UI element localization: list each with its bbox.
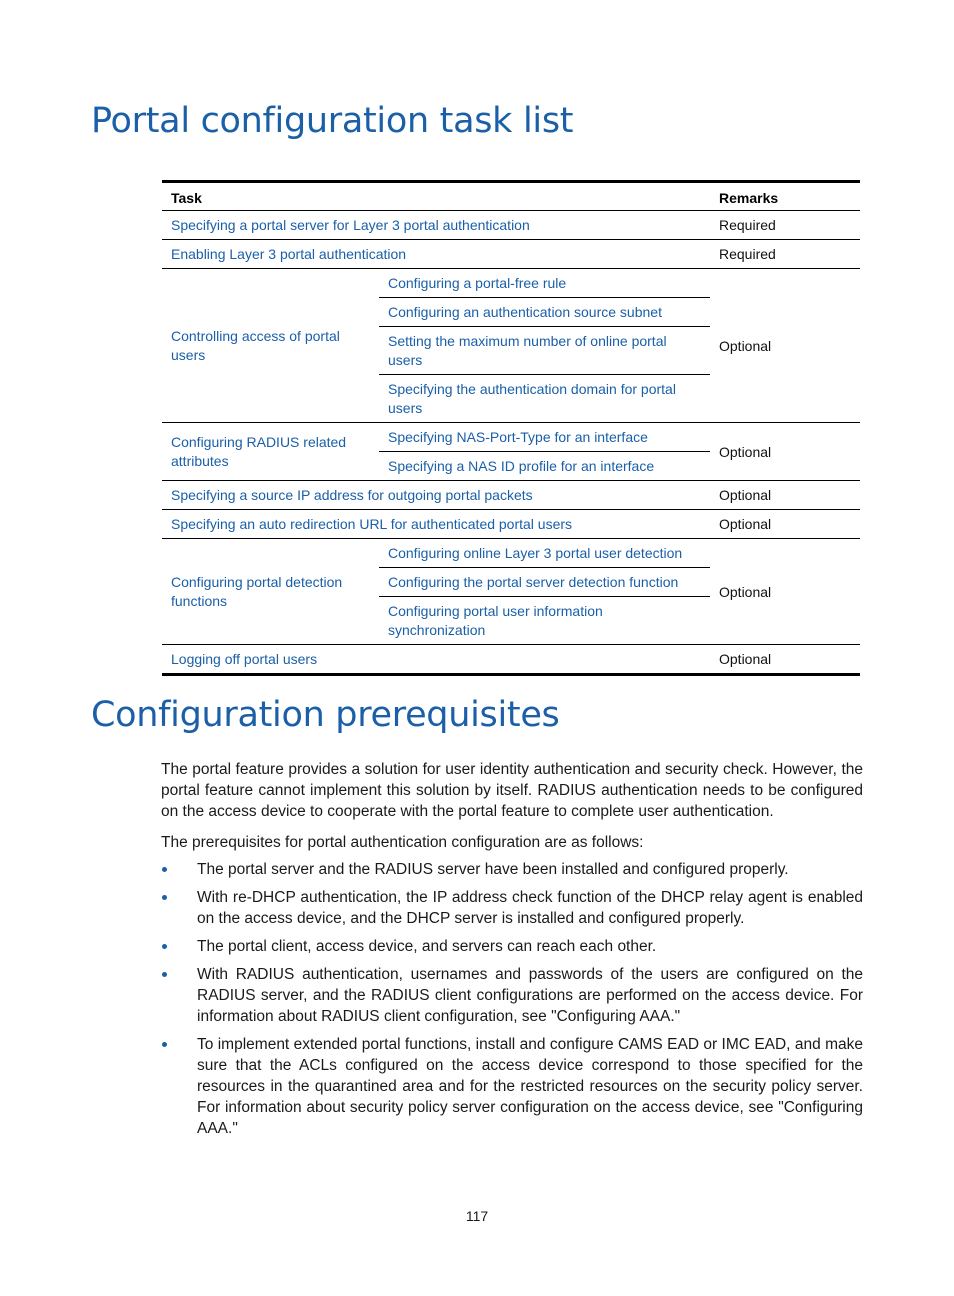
list-item-text: The portal client, access device, and servers can reach each other.: [197, 938, 657, 955]
prereq-lead-paragraph: The prerequisites for portal authentication configuration are as follows:: [161, 834, 644, 851]
table-row: [162, 211, 860, 240]
task-link[interactable]: Specifying a portal server for Layer 3 portal authentication: [162, 211, 710, 240]
task-link[interactable]: Specifying an auto redirection URL for authenticated portal users: [162, 510, 710, 539]
bullet-icon: [162, 944, 167, 949]
remarks-cell: Optional: [710, 481, 860, 510]
remarks-cell: Optional: [710, 510, 860, 539]
task-link[interactable]: Specifying a source IP address for outgoing portal packets: [162, 481, 710, 510]
intro-paragraph: The portal feature provides a solution for user identity authentication and security check. However, the portal feature cannot implement this solution by itself. RADIUS authentication needs to be configured on the access device to cooperate with the portal feature to complete user authentication.: [161, 761, 863, 820]
section-title-task-list: Portal configuration task list: [91, 101, 574, 141]
list-item: [161, 1034, 863, 1139]
table-row: [162, 510, 860, 539]
list-item: [161, 936, 863, 957]
task-table: [162, 180, 860, 676]
task-group-link[interactable]: Configuring portal detection functions: [162, 539, 379, 645]
bullet-icon: [162, 1042, 167, 1047]
header-remarks: Remarks: [710, 182, 860, 211]
table-row: [162, 240, 860, 269]
task-link[interactable]: Enabling Layer 3 portal authentication: [162, 240, 710, 269]
task-group-link[interactable]: Controlling access of portal users: [162, 269, 379, 423]
bullet-icon: [162, 895, 167, 900]
list-item-text: To implement extended portal functions, install and configure CAMS EAD or IMC EAD, and make sure that the ACLs configured on the access device correspond to those specified for the resources in the quarantined area and for the restricted resources on the security policy server. For information about security policy server configuration on the access device, see "Configuring AAA.": [197, 1036, 863, 1137]
table-row: [162, 481, 860, 510]
header-task: Task: [162, 182, 710, 211]
table-row: [162, 539, 860, 568]
list-item: [161, 964, 863, 1027]
list-item-text: With re-DHCP authentication, the IP address check function of the DHCP relay agent is enabled on the access device, and the DHCP server is installed and configured properly.: [197, 889, 863, 927]
bullet-icon: [162, 972, 167, 977]
section-title-prerequisites: Configuration prerequisites: [91, 695, 560, 735]
remarks-cell: Optional: [710, 645, 860, 675]
list-item: [161, 887, 863, 929]
subtask-link[interactable]: Configuring the portal server detection function: [379, 568, 710, 597]
list-item: [161, 859, 863, 880]
task-group-link[interactable]: Configuring RADIUS related attributes: [162, 423, 379, 481]
table-row: [162, 269, 860, 298]
subtask-link[interactable]: Specifying the authentication domain for portal users: [379, 375, 710, 423]
subtask-link[interactable]: Setting the maximum number of online portal users: [379, 327, 710, 375]
table-header-row: [162, 182, 860, 211]
list-item-text: With RADIUS authentication, usernames and passwords of the users are configured on the RADIUS server, and the RADIUS client configurations are performed on the access device. For information about RADIUS client configuration, see "Configuring AAA.": [197, 966, 863, 1025]
subtask-link[interactable]: Specifying NAS-Port-Type for an interface: [379, 423, 710, 452]
subtask-link[interactable]: Configuring a portal-free rule: [379, 269, 710, 298]
table-row: [162, 645, 860, 675]
bullet-icon: [162, 867, 167, 872]
remarks-cell: Optional: [710, 423, 860, 481]
page-number: 117: [465, 1208, 489, 1224]
list-item-text: The portal server and the RADIUS server have been installed and configured properly.: [197, 861, 789, 878]
prerequisite-list: [161, 859, 863, 1146]
remarks-cell: Required: [710, 211, 860, 240]
subtask-link[interactable]: Specifying a NAS ID profile for an interface: [379, 452, 710, 481]
remarks-cell: Optional: [710, 539, 860, 645]
remarks-cell: Required: [710, 240, 860, 269]
subtask-link[interactable]: Configuring an authentication source subnet: [379, 298, 710, 327]
remarks-cell: Optional: [710, 269, 860, 423]
subtask-link[interactable]: Configuring online Layer 3 portal user detection: [379, 539, 710, 568]
subtask-link[interactable]: Configuring portal user information synchronization: [379, 597, 710, 645]
table-row: [162, 423, 860, 452]
task-link[interactable]: Logging off portal users: [162, 645, 710, 675]
